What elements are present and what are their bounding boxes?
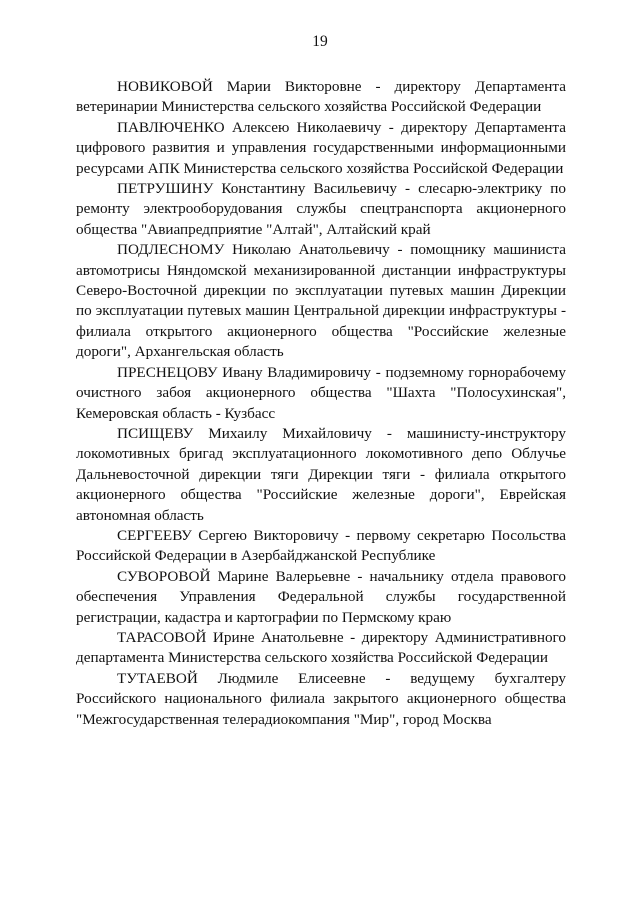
list-item: ПСИЩЕВУ Михаилу Михайловичу - машинисту-инструктору локомотивных бригад эксплуатационного локомотивного депо Облучье Дальневосточной дирекции тяги Дирекции тяги - филиала открытого акционерного общества "Российские железные дороги", Еврейская автономная область <box>76 424 566 524</box>
list-item: ТАРАСОВОЙ Ирине Анатольевне - директору Административного департамента Министерства сельского хозяйства Российской Федерации <box>76 628 566 667</box>
list-item: ПОДЛЕСНОМУ Николаю Анатольевичу - помощнику машиниста автомотрисы Няндомской механизированной дистанции инфраструктуры Северо-Восточной дирекции по эксплуатации путевых машин Дирекции по эксплуатации путевых машин Центральной дирекции инфраструктуры - филиала открытого акционерного общества "Российские железные дороги", Архангельская область <box>76 241 566 361</box>
list-item: ТУТАЕВОЙ Людмиле Елисеевне - ведущему бухгалтеру Российского национального филиала закрытого акционерного общества "Межгосударственная телерадиокомпания "Мир", город Москва <box>76 669 566 728</box>
list-item: ПЕТРУШИНУ Константину Васильевичу - слесарю-электрику по ремонту электрооборудования службы спецтранспорта акционерного общества "Авиапредприятие "Алтай", Алтайский край <box>76 180 566 238</box>
list-item: ПРЕСНЕЦОВУ Ивану Владимировичу - подземному горнорабочему очистного забоя акционерного общества "Шахта "Полосухинская", Кемеровская область - Кузбасс <box>76 363 566 422</box>
list-item: СЕРГЕЕВУ Сергею Викторовичу - первому секретарю Посольства Российской Федерации в Азербайджанской Республике <box>76 526 566 565</box>
list-item: СУВОРОВОЙ Марине Валерьевне - начальнику отдела правового обеспечения Управления Федеральной службы государственной регистрации, кадастра и картографии по Пермскому краю <box>76 567 566 626</box>
list-item: ПАВЛЮЧЕНКО Алексею Николаевичу - директору Департамента цифрового развития и управления государственными информационными ресурсами АПК Министерства сельского хозяйства Российской Федерации <box>76 118 566 177</box>
page-number: 19 <box>312 33 328 50</box>
award-list <box>76 77 566 730</box>
list-item: НОВИКОВОЙ Марии Викторовне - директору Департамента ветеринарии Министерства сельского хозяйства Российской Федерации <box>76 78 566 116</box>
